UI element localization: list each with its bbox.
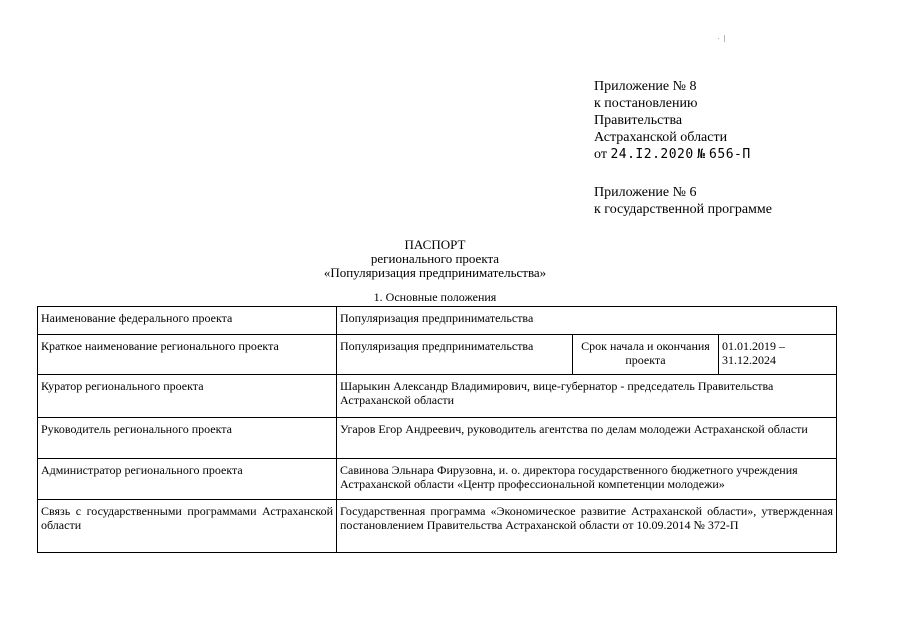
row-label: Наименование федерального проекта [38,307,337,335]
table-row [38,375,837,418]
appendix-8-date-line [594,146,751,163]
appendix-6-line2: к государственной программе [594,202,772,217]
decree-date: 24.I2.2020 [610,147,694,162]
document-title-block [0,238,870,280]
appendix-8-line3: Правительства [594,113,683,128]
period-start: 01.01.2019 – [722,339,785,353]
row-value: Савинова Эльнара Фирузовна, и. о. директора государственного бюджетного учреждения Астраханской области «Центр профессиональной компетенции молодежи» [337,459,837,500]
row-value: Государственная программа «Экономическое развитие Астраханской области», утвержденная постановлением Правительства Астраханской области от 10.09.2014 № 372-П [337,500,837,553]
row-value: Угаров Егор Андреевич, руководитель агентства по делам молодежи Астраханской области [337,418,837,459]
appendix-8-line4: Астраханской области [594,130,728,145]
decree-number: 656-П [709,147,751,162]
row-label: Связь с государственными программами Астраханской области [38,500,337,553]
table-row [38,500,837,553]
row-value: Популяризация предпринимательства [337,335,573,375]
row-label: Куратор регионального проекта [38,375,337,418]
passport-table [37,306,837,553]
appendix-8-block [594,78,751,163]
document-subtitle-1: регионального проекта [370,251,500,266]
section-heading: 1. Основные положения [373,290,497,304]
appendix-8-line2: к постановлению [594,96,698,111]
row-value: Популяризация предпринимательства [337,307,837,335]
row-label: Краткое наименование регионального проекта [38,335,337,375]
table-row [38,459,837,500]
table-row [38,307,837,335]
appendix-8-line1: Приложение № 8 [594,79,697,94]
table-row [38,335,837,375]
document-subtitle-2: «Популяризация предпринимательства» [323,265,547,280]
period-label: Срок начала и окончания проекта [573,335,719,375]
scan-mark: ˙ ⁄ [716,34,728,47]
appendix-6-block [594,184,772,218]
appendix-6-line1: Приложение № 6 [594,185,697,200]
row-label: Руководитель регионального проекта [38,418,337,459]
document-title: ПАСПОРТ [404,237,466,252]
row-label: Администратор регионального проекта [38,459,337,500]
date-prefix: от [594,147,607,162]
number-sign: № [697,147,706,162]
period-cell [719,335,837,375]
period-end: 31.12.2024 [722,353,776,367]
row-value: Шарыкин Александр Владимирович, вице-губернатор - председатель Правительства Астраханской области [337,375,837,418]
table-row [38,418,837,459]
